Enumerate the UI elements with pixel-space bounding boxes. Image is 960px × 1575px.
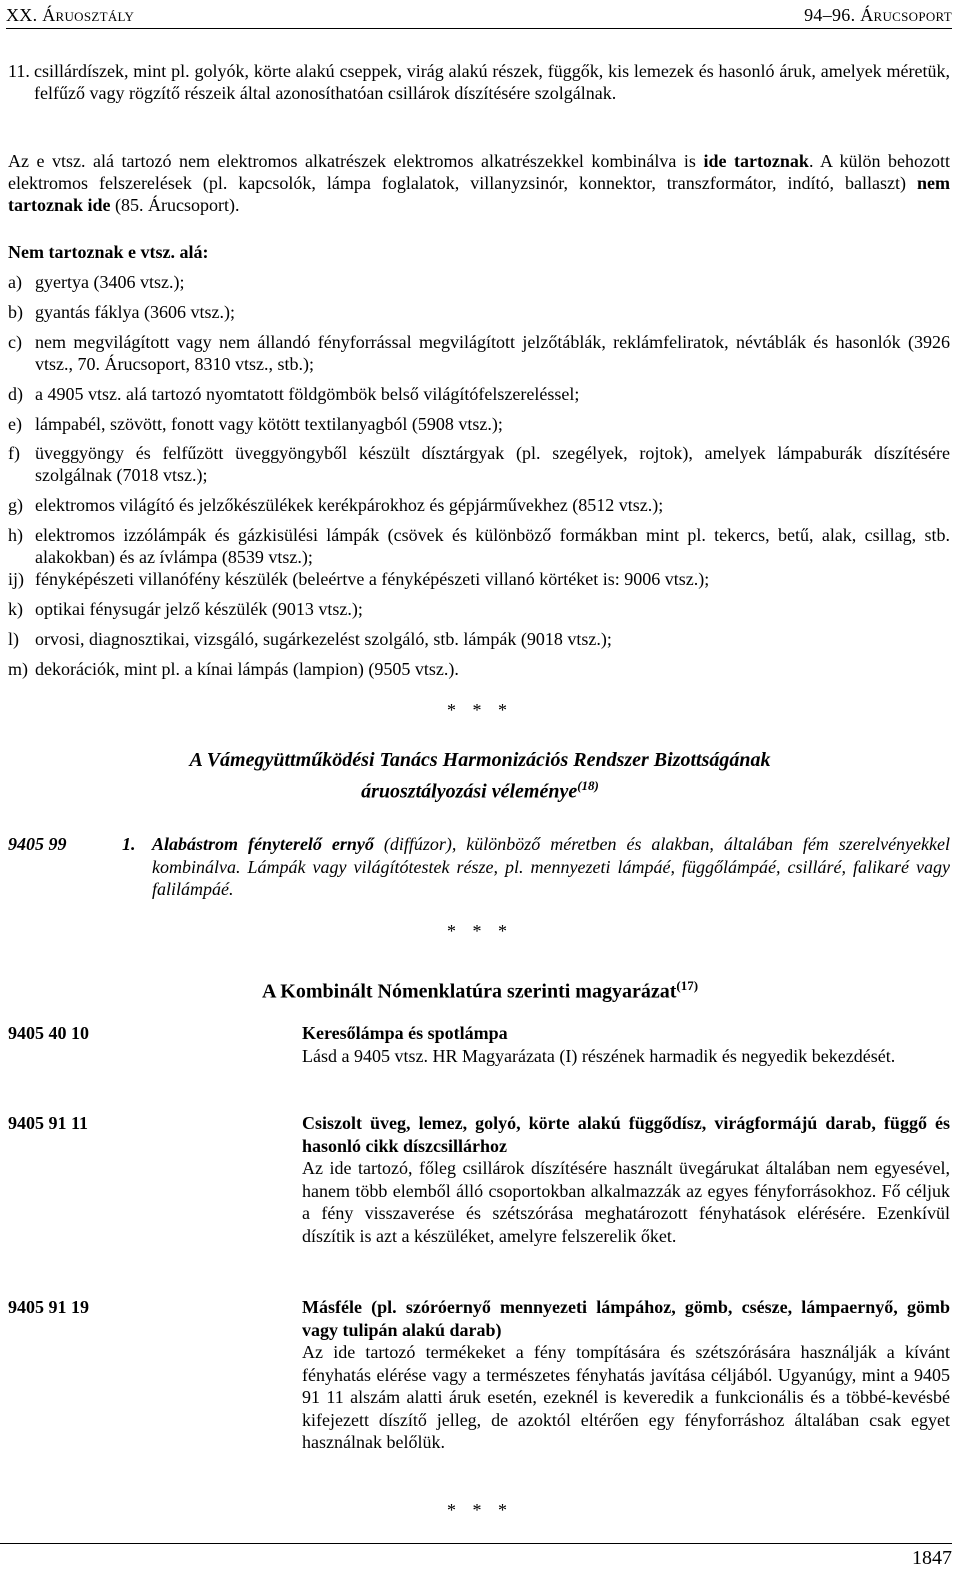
paragraph-electrical-parts [8, 150, 950, 216]
item-label: a) [8, 272, 22, 292]
cn-entry [8, 1296, 950, 1454]
exclusion-item [8, 598, 950, 620]
paragraph-text-3: (85. Árucsoport). [110, 195, 240, 215]
paragraph-text-2: . A külön behozott elektromos felszerelések (pl. kapcsolók, lámpa foglalatok, villanyzsinór, konnektor, transzformátor, indító, ballaszt) [8, 151, 950, 193]
footnote-ref: (17) [676, 978, 699, 993]
item-text: dekorációk, mint pl. a kínai lámpás (lampion) (9505 vtsz.). [35, 659, 459, 679]
item-label: c) [8, 332, 22, 352]
paragraph-text-1: Az e vtsz. alá tartozó nem elektromos alkatrészek elektromos alkatrészekkel kombinálva is [8, 151, 704, 171]
entry-heading: Csiszolt üveg, lemez, golyó, körte alakú függődísz, virágformájú darab, függő és hasonló cikk díszcsillárhoz [302, 1113, 950, 1156]
item-text: elektromos izzólámpák és gázkisülési lámpák (csövek és különböző formákban mint pl. tekercs, betű, alak, csillag, stb. alakokban) és az ívlámpa (8539 vtsz.); [35, 525, 950, 568]
section-separator: * * * [447, 1500, 513, 1520]
opinion-number: 1. [122, 834, 136, 854]
item-text: nem megvilágított vagy nem állandó fényforrással megvilágított jelzőtáblák, reklámfeliratok, névtáblák és hasonlók (3926 vtsz., 70. Árucsoport, 8310 vtsz., stb.); [35, 332, 950, 375]
section-separator: * * * [447, 700, 513, 720]
item-label: f) [8, 443, 20, 463]
exclusion-item [8, 658, 950, 680]
tariff-code: 9405 40 10 [8, 1023, 89, 1043]
cn-explanation-title-text: A Kombinált Nómenklatúra szerinti magyarázat [261, 980, 677, 1003]
exclusion-item [8, 524, 950, 569]
footnote-ref: (18) [577, 778, 599, 793]
tariff-code: 9405 99 [8, 834, 67, 854]
exclusion-item [8, 413, 950, 435]
item-text: orvosi, diagnosztikai, vizsgáló, sugárkezelést szolgáló, stb. lámpák (9018 vtsz.); [35, 629, 612, 649]
item-label: e) [8, 414, 22, 434]
cn-entry [8, 1022, 950, 1067]
tariff-code: 9405 91 19 [8, 1297, 89, 1317]
exclusions-heading-text: Nem tartoznak e vtsz. alá: [8, 242, 209, 262]
entry-text: Az ide tartozó termékeket a fény tompítására és szétszórására használják a kívánt fényhatás elérése vagy a természetes fényhatás javítása céljából. Ugyanúgy, mint a 9405 91 11 alszám alatti áruk esetén, ezeknél is keveredik a funkcionális és a többé-kevésbé kifejezett díszítő jelleg, de azoktól eltérően egy fényforráshoz általában csak egyet használnak belőlük. [302, 1342, 950, 1452]
header-section-title: XX. Áruosztály [6, 5, 135, 25]
item-label: h) [8, 525, 23, 545]
item-text: üveggyöngy és felfűzött üveggyöngyből készült dísztárgyak (pl. szegélyek, rojtok), amelyek lámpaburák díszítésére szolgálnak (7018 vtsz.); [35, 443, 950, 486]
hs-opinion-entry [8, 833, 950, 901]
cn-explanation-title [0, 973, 960, 1005]
item-text: fényképészeti villanófény készülék (beleértve a fényképészeti villanó körtéket is: 9006 vtsz.); [35, 569, 710, 589]
paragraph-chandelier-ornaments [8, 60, 950, 104]
header-chapter-range: 94–96. Árucsoport [804, 5, 952, 25]
opinion-text [152, 833, 950, 901]
item-text: a 4905 vtsz. alá tartozó nyomtatott földgömbök belső világítófelszereléssel; [35, 384, 580, 404]
item-label: k) [8, 599, 23, 619]
hs-committee-title-line1: A Vámegyüttműködési Tanács Harmonizációs Rendszer Bizottságának [189, 749, 771, 771]
item-label: ij) [8, 569, 24, 589]
entry-body [302, 1112, 950, 1247]
paragraph-number: 11. [8, 61, 30, 81]
item-text: lámpabél, szövött, fonott vagy kötött textilanyagból (5908 vtsz.); [35, 414, 503, 434]
exclusion-item [8, 442, 950, 487]
tariff-code: 9405 91 11 [8, 1113, 89, 1133]
exclusion-item [8, 301, 950, 323]
item-text: gyertya (3406 vtsz.); [35, 272, 185, 292]
entry-heading: Keresőlámpa és spotlámpa [302, 1023, 508, 1043]
item-text: gyantás fáklya (3606 vtsz.); [35, 302, 235, 322]
running-header [6, 2, 952, 29]
item-text: elektromos világító és jelzőkészülékek kerékpárokhoz és gépjárművekhez (8512 vtsz.); [35, 495, 664, 515]
opinion-rest-text: (diffúzor), különböző méretben és alakban, általában fém szerelvényekkel kombinálva. Lámpák vagy világítótestek része, pl. mennyezeti lámpáé, függőlámpáé, csilláré, falikaré vagy falilámpáé. [152, 834, 951, 899]
exclusion-item [8, 568, 950, 590]
cn-entry [8, 1112, 950, 1247]
paragraph-text: csillárdíszek, mint pl. golyók, körte alakú cseppek, virág alakú részek, függők, kis lemezek és hasonló áruk, amelyek méretük, felfűző vagy rögzítő részeik által azonosíthatóan csillárok díszítésére szolgálnak. [34, 61, 950, 103]
item-label: g) [8, 495, 23, 515]
exclusion-item [8, 271, 950, 293]
entry-text: Lásd a 9405 vtsz. HR Magyarázata (I) részének harmadik és negyedik bekezdését. [302, 1045, 896, 1066]
item-label: l) [8, 629, 19, 649]
entry-body [302, 1296, 950, 1454]
entry-body [302, 1022, 950, 1067]
item-label: d) [8, 384, 23, 404]
item-label: m) [8, 659, 28, 679]
hs-committee-title-line2: áruosztályozási véleménye [361, 780, 578, 803]
entry-heading: Másféle (pl. szóróernyő mennyezeti lámpához, gömb, csésze, lámpaernyő, gömb vagy tulipán alakú darab) [302, 1297, 950, 1340]
opinion-bold-text: Alabástrom fényterelő ernyő [152, 834, 374, 854]
paragraph-bold-2: nem tartoznak ide [8, 173, 950, 215]
item-label: b) [8, 302, 23, 322]
item-text: optikai fénysugár jelző készülék (9013 vtsz.); [35, 599, 363, 619]
footer-rule [0, 1543, 952, 1544]
section-separator: * * * [447, 921, 513, 941]
exclusion-item [8, 628, 950, 650]
exclusions-heading [8, 241, 950, 263]
entry-text: Az ide tartozó, főleg csillárok díszítésére használt üvegárukat általában nem egyesével, hanem több elemből álló csoportokban alkalmazzák az egyes fényforrásokhoz. Fő céljuk a fény visszaverése és szétszórása meghatározott fényhatások elérésére. Ezenkívül díszítik is azt a készüléket, amelyre felszerelik őket. [302, 1158, 950, 1246]
exclusion-item [8, 383, 950, 405]
exclusion-item [8, 494, 950, 516]
page-number: 1847 [912, 1547, 952, 1569]
exclusion-item [8, 331, 950, 376]
paragraph-bold-1: ide tartoznak [703, 151, 809, 171]
hs-committee-title [0, 748, 960, 805]
